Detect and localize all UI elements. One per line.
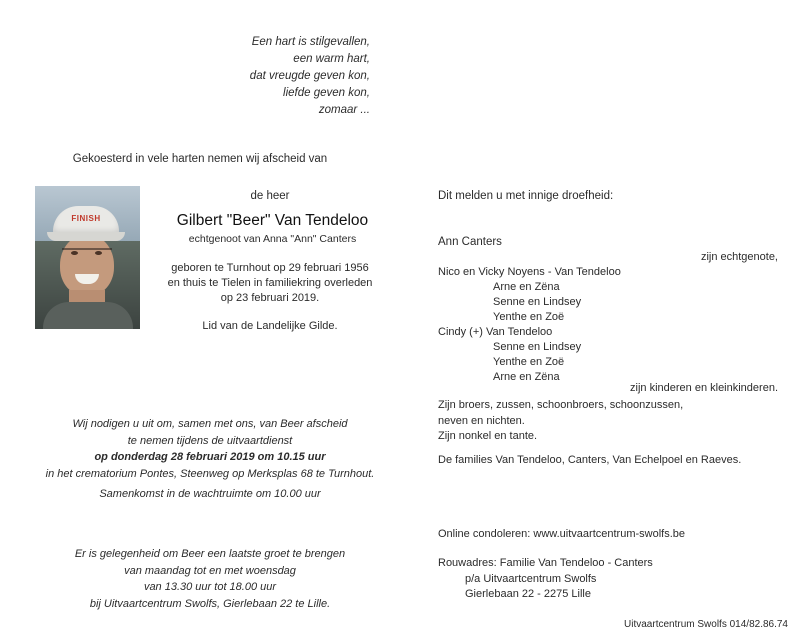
mourning-line-1: Rouwadres: Familie Van Tendeloo - Canters xyxy=(438,557,653,569)
online-condolences: Online condoleren: www.uitvaartcentrum-swolfs.be xyxy=(438,528,686,540)
poem-line-1: Een hart is stilgevallen, xyxy=(251,36,370,48)
family-list xyxy=(438,265,788,385)
membership-line: Lid van de Landelijke Gilde. xyxy=(202,320,338,332)
photo-face xyxy=(60,234,114,296)
service-location: in het crematorium Pontes, Steenweg op Merksplas 68 te Turnhout. xyxy=(45,467,375,480)
birth-death-block xyxy=(145,261,395,306)
poem-line-3: dat vreugde geven kon, xyxy=(249,70,370,82)
relatives-line-1: Zijn broers, zussen, schoonbroers, schoonzussen, xyxy=(438,399,684,411)
family-entry: Senne en Lindsey xyxy=(493,296,582,308)
children-role-label: zijn kinderen en kleinkinderen. xyxy=(630,382,778,394)
relatives-block xyxy=(438,398,788,445)
right-page xyxy=(400,0,800,644)
survivor-spouse-name: Ann Canters xyxy=(438,236,502,248)
families-line: De families Van Tendeloo, Canters, Van Echelpoel en Raeves. xyxy=(438,454,742,466)
portrait-photo xyxy=(35,186,140,329)
family-entry: Senne en Lindsey xyxy=(493,341,582,353)
title-prefix: de heer xyxy=(250,190,290,202)
mourning-line-3: Gierlebaan 22 - 2275 Lille xyxy=(465,588,591,600)
mourning-address xyxy=(438,556,788,603)
family-entry: Yenthe en Zoë xyxy=(493,311,565,323)
family-entry: Cindy (+) Van Tendeloo xyxy=(438,326,553,338)
visit-line-3: van 13.30 uur tot 18.00 uur xyxy=(143,581,277,593)
family-entry: Nico en Vicky Noyens - Van Tendeloo xyxy=(438,266,621,278)
poem-line-4: liefde geven kon, xyxy=(283,87,370,99)
photo-shirt xyxy=(43,302,133,329)
invite-line-2: te nemen tijdens de uitvaartdienst xyxy=(127,434,293,447)
cap-text: FINISH xyxy=(71,214,101,223)
funeral-home-footer: Uitvaartcentrum Swolfs 014/82.86.74 xyxy=(624,619,788,630)
deceased-name: Gilbert "Beer" Van Tendeloo xyxy=(176,212,369,229)
poem-block xyxy=(40,34,370,119)
visit-line-4: bij Uitvaartcentrum Swolfs, Gierlebaan 22 te Lille. xyxy=(89,597,331,610)
intro-text: Gekoesterd in vele harten nemen wij afscheid van xyxy=(72,153,328,165)
visit-line-1: Er is gelegenheid om Beer een laatste groet te brengen xyxy=(74,548,346,560)
service-datetime: op donderdag 28 februari 2019 om 10.15 uur xyxy=(94,451,326,463)
announcement-header: Dit melden u met innige droefheid: xyxy=(438,190,614,202)
invite-line-1: Wij nodigen u uit om, samen met ons, van Beer afscheid xyxy=(72,418,348,430)
visit-line-2: van maandag tot en met woensdag xyxy=(124,564,296,577)
spouse-of-line: echtgenoot van Anna "Ann" Canters xyxy=(188,233,357,245)
gathering-line: Samenkomst in de wachtruimte om 10.00 uur xyxy=(99,488,321,500)
visitation-block xyxy=(25,546,395,612)
relatives-line-2: neven en nichten. xyxy=(438,414,525,427)
family-entry: Yenthe en Zoë xyxy=(493,356,565,368)
survivor-spouse-role: zijn echtgenote, xyxy=(700,251,778,263)
family-entry: Arne en Zëna xyxy=(493,371,560,383)
mourning-line-2: p/a Uitvaartcentrum Swolfs xyxy=(465,572,597,585)
poem-line-2: een warm hart, xyxy=(293,53,370,65)
photo-eye-right xyxy=(95,251,102,255)
relatives-line-3: Zijn nonkel en tante. xyxy=(438,430,538,442)
death-line: en thuis te Tielen in familiekring overleden xyxy=(167,277,373,289)
photo-glasses xyxy=(62,248,112,262)
photo-eye-left xyxy=(71,251,78,255)
service-invitation xyxy=(25,416,395,482)
birth-line: geboren te Turnhout op 29 februari 1956 xyxy=(171,262,369,274)
poem-line-5: zomaar ... xyxy=(318,104,370,116)
photo-cap-brim xyxy=(47,232,125,241)
family-entry: Arne en Zëna xyxy=(493,281,560,293)
death-date-line: op 23 februari 2019. xyxy=(220,292,320,304)
